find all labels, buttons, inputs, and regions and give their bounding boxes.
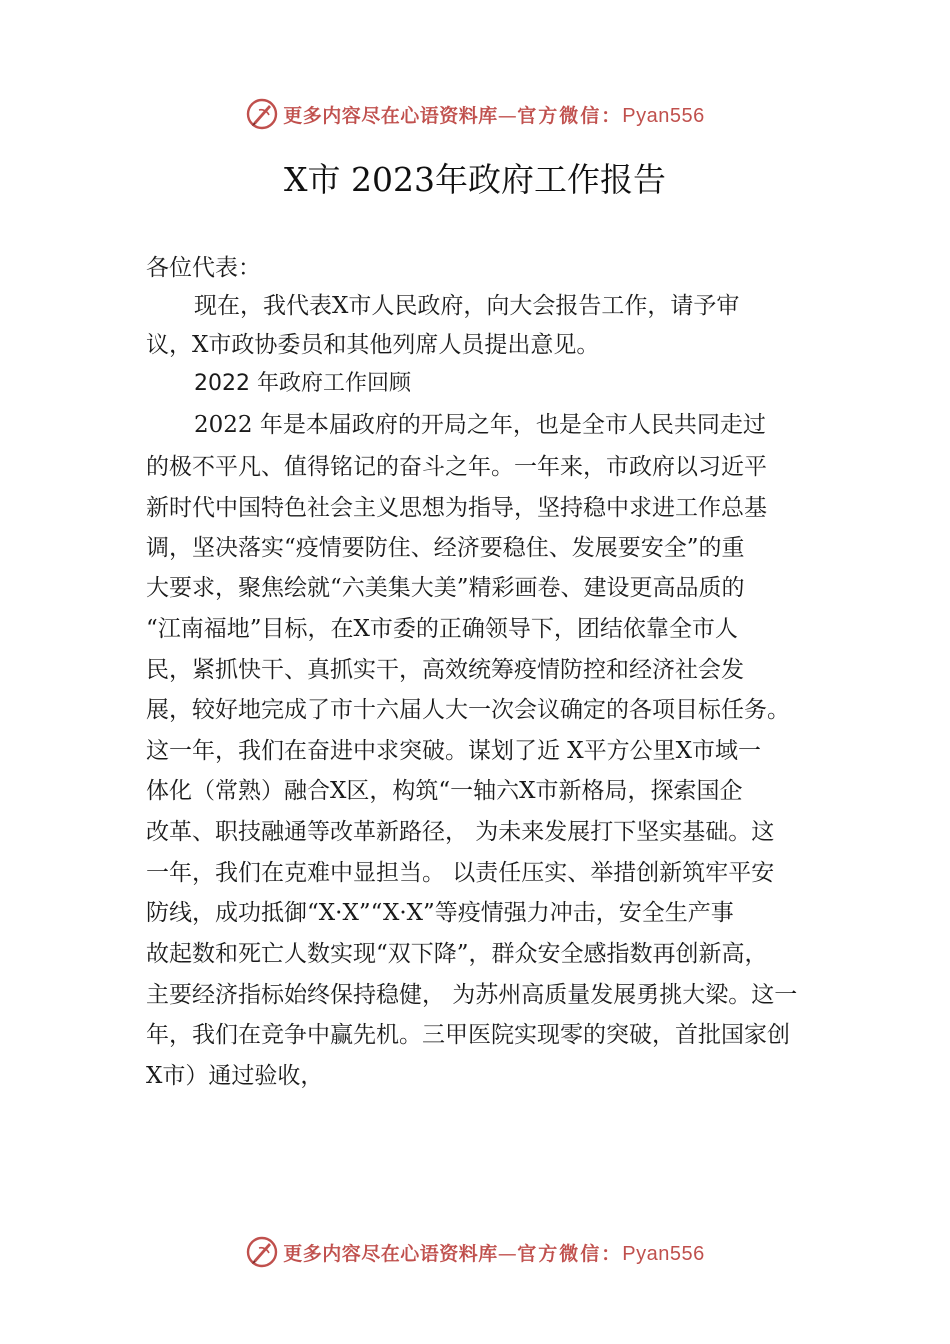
watermark-banner-top bbox=[0, 94, 950, 134]
document-title: X市 2023年政府工作报告 bbox=[284, 160, 666, 199]
watermark-dash: — bbox=[497, 104, 518, 127]
paragraph-line: 年，我们在竞争中赢先机。三甲医院实现零的突破，首批国家创 bbox=[146, 1022, 790, 1048]
paragraph-line: 防线，成功抵御“X·X”“X·X”等疫情强力冲击，安全生产事 bbox=[146, 900, 734, 926]
paragraph-line: 民，紧抓快干、真抓实干，高效统筹疫情防控和经济社会发 bbox=[146, 657, 744, 683]
paragraph-line: 议，X市政协委员和其他列席人员提出意见。 bbox=[146, 332, 600, 358]
paragraph-line: 调，坚决落实“疫情要防住、经济要稳住、发展要安全”的重 bbox=[146, 535, 745, 561]
watermark-wechat-id: Pyan556 bbox=[622, 104, 705, 127]
quill-logo-icon bbox=[245, 97, 279, 131]
paragraph-line: 现在，我代表X市人民政府，向大会报告工作，请予审 bbox=[194, 293, 740, 319]
paragraph-line: “江南福地”目标，在X市委的正确领导下，团结依靠全市人 bbox=[146, 616, 738, 642]
paragraph-line: 故起数和死亡人数实现“双下降”，群众安全感指数再创新高， bbox=[146, 941, 768, 967]
quill-logo-icon bbox=[245, 1235, 279, 1269]
paragraph-line: 一年，我们在克难中显担当。 以责任压实、举措创新筑牢平安 bbox=[146, 860, 775, 886]
salutation: 各位代表： bbox=[146, 255, 261, 281]
paragraph-line: 新时代中国特色社会主义思想为指导，坚持稳中求进工作总基 bbox=[146, 495, 767, 521]
watermark-lead: 更多内容尽在心语资料库 bbox=[283, 104, 498, 127]
watermark-wechat-id: Pyan556 bbox=[622, 1242, 705, 1265]
watermark-dash: — bbox=[497, 1242, 518, 1265]
paragraph-line: 大要求，聚焦绘就“六美集大美”精彩画卷、建设更高品质的 bbox=[146, 575, 745, 601]
paragraph-line: 的极不平凡、值得铭记的奋斗之年。一年来，市政府以习近平 bbox=[146, 454, 767, 480]
paragraph-line: 展，较好地完成了市十六届人大一次会议确定的各项目标任务。 bbox=[146, 697, 790, 723]
paragraph-line: 主要经济指标始终保持稳健， 为苏州高质量发展勇挑大梁。这一 bbox=[146, 982, 798, 1008]
watermark-banner-bottom bbox=[0, 1232, 950, 1272]
watermark-wechat-label: 官方微信： bbox=[517, 104, 623, 127]
paragraph-line: X市）通过验收， bbox=[146, 1063, 324, 1089]
watermark-text bbox=[283, 101, 705, 128]
paragraph-line: 这一年，我们在奋进中求突破。谋划了近 X平方公里X市域一 bbox=[146, 738, 762, 764]
watermark-lead: 更多内容尽在心语资料库 bbox=[283, 1242, 498, 1265]
paragraph-line: 2022 年是本届政府的开局之年，也是全市人民共同走过 bbox=[194, 412, 766, 438]
paragraph-line: 改革、职技融通等改革新路径， 为未来发展打下坚实基础。这 bbox=[146, 819, 775, 845]
section-heading: 2022 年政府工作回顾 bbox=[194, 371, 411, 396]
watermark-wechat-label: 官方微信： bbox=[517, 1242, 623, 1265]
watermark-text bbox=[283, 1239, 705, 1266]
paragraph-line: 体化（常熟）融合X区，构筑“一轴六X市新格局，探索国企 bbox=[146, 778, 743, 804]
